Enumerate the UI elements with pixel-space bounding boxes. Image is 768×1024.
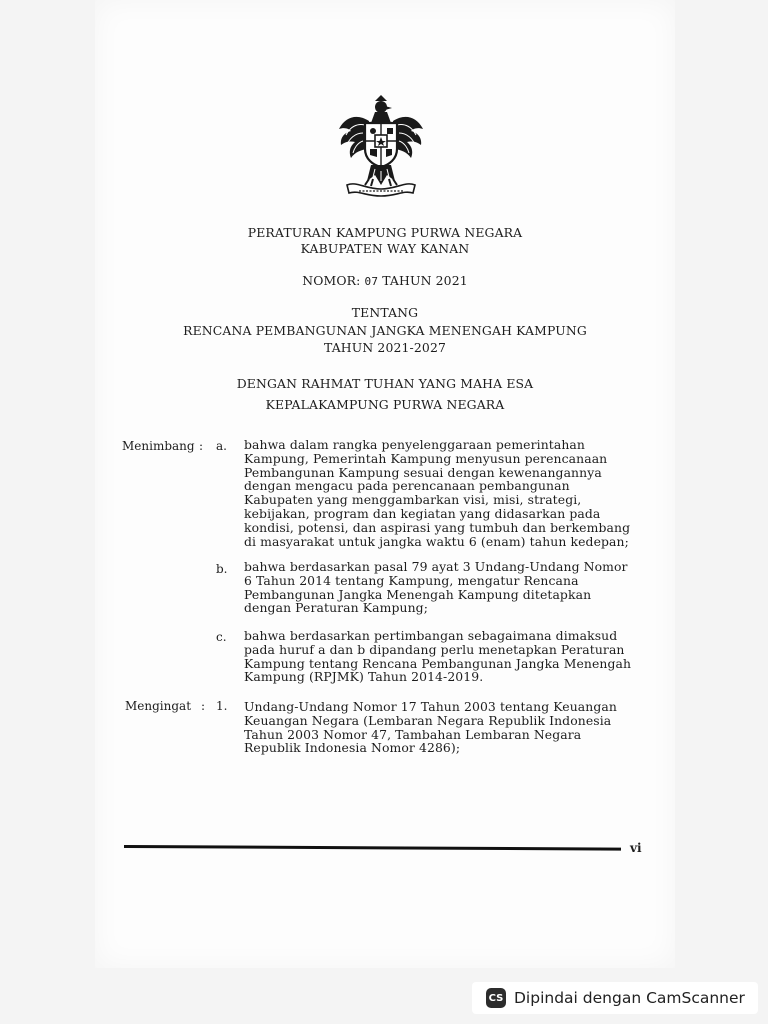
- mengingat-label: Mengingat: [125, 699, 192, 713]
- mengingat-marker-1: 1.: [216, 699, 228, 713]
- menimbang-marker-c: c.: [216, 630, 227, 644]
- menimbang-colon: :: [199, 439, 204, 453]
- nomor-line: [95, 273, 675, 288]
- garuda-emblem-icon: [335, 95, 427, 198]
- subject-line-1: RENCANA PEMBANGUNAN JANGKA MENENGAH KAMPUNG: [183, 323, 587, 338]
- nomor-prefix: NOMOR:: [302, 273, 361, 288]
- menimbang-marker-b: b.: [216, 562, 228, 576]
- menimbang-item-c: bahwa berdasarkan pertimbangan sebagaimana dimaksud pada huruf a dan b dipandang perlu menetapkan Peraturan Kampung tentang Rencana Pembangunan Jangka Menengah Kampung (RPJMK) Tahun 2014-2019.: [244, 628, 632, 685]
- title-line-1: PERATURAN KAMPUNG PURWA NEGARA: [247, 225, 523, 240]
- mengingat-colon: :: [201, 699, 206, 713]
- camscanner-watermark: [472, 982, 758, 1014]
- menimbang-item-b: bahwa berdasarkan pasal 79 ayat 3 Undang-Undang Nomor 6 Tahun 2014 tentang Kampung, mengatur Rencana Pembangunan Jangka Menengah Kampung ditetapkan dengan Peraturan Kampung;: [244, 559, 628, 616]
- kepala-line: KEPALAKAMPUNG PURWA NEGARA: [265, 397, 505, 412]
- camscanner-logo-icon: CS: [486, 988, 506, 1008]
- mengingat-item-1: Undang-Undang Nomor 17 Tahun 2003 tentang Keuangan Keuangan Negara (Lembaran Negara Republik Indonesia Tahun 2003 Nomor 47, Tambahan Lembaran Negara Republik Indonesia Nomor 4286);: [244, 699, 617, 756]
- menimbang-marker-a: a.: [216, 439, 227, 453]
- title-line-2: KABUPATEN WAY KANAN: [300, 241, 470, 256]
- subject-line-2: TAHUN 2021-2027: [323, 340, 447, 355]
- menimbang-label: Menimbang: [122, 439, 195, 453]
- tentang-heading: TENTANG: [351, 305, 419, 320]
- page-number: vi: [630, 841, 642, 855]
- menimbang-item-a: bahwa dalam rangka penyelenggaraan pemerintahan Kampung, Pemerintah Kampung menyusun perencanaan Pembangunan Kampung sesuai dengan kewenangannya dengan mengacu pada perencanaan pembangunan Kabupaten yang menggambarkan visi, misi, strategi, kebijakan, program dan kegiatan yang didasarkan pada kondisi, potensi, dan aspirasi yang tumbuh dan berkembang di masyarakat untuk jangka waktu 6 (enam) tahun kedepan;: [244, 437, 631, 549]
- camscanner-label: Dipindai dengan CamScanner: [514, 989, 745, 1007]
- nomor-number: 07: [364, 275, 379, 288]
- rahmat-line: DENGAN RAHMAT TUHAN YANG MAHA ESA: [236, 376, 534, 391]
- nomor-suffix: TAHUN 2021: [382, 273, 468, 288]
